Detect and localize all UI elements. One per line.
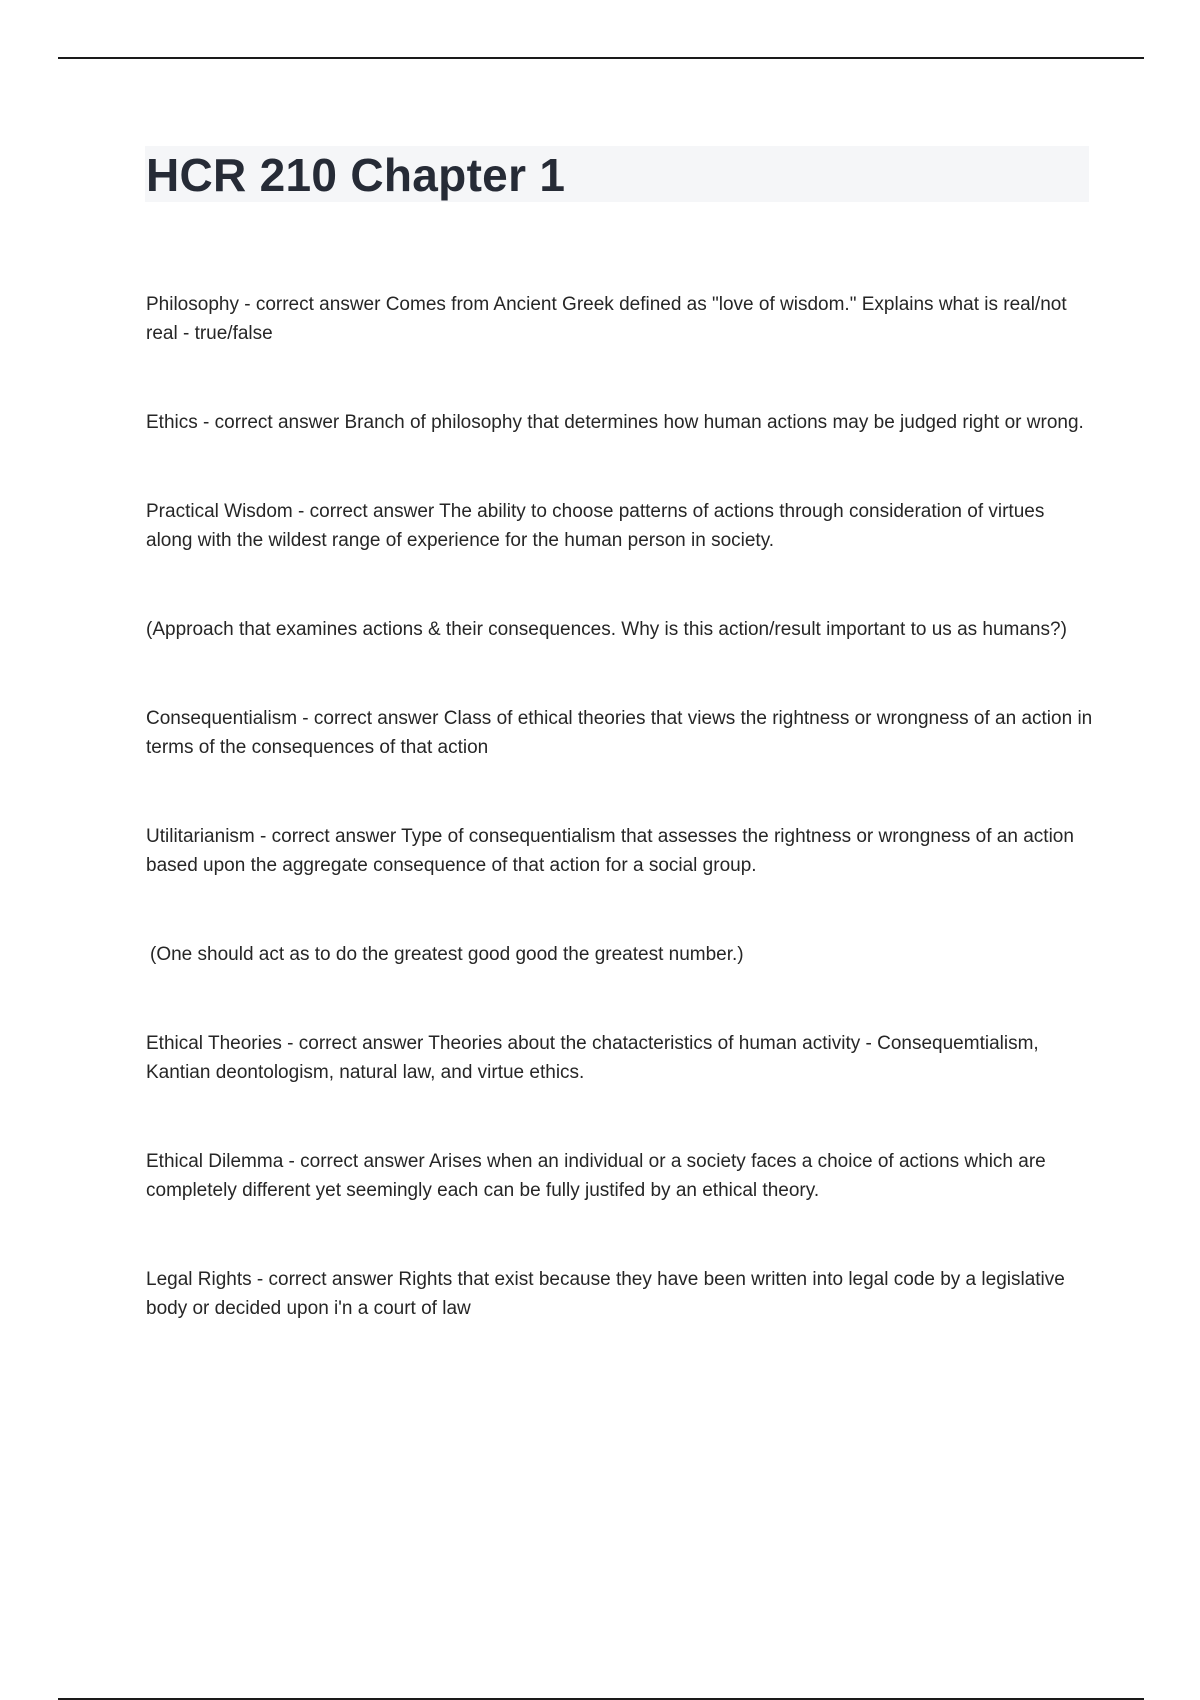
- entry-ethics: Ethics - correct answer Branch of philosophy that determines how human actions may be judged right or wrong.: [146, 412, 1084, 433]
- top-rule: [58, 57, 1144, 59]
- entry-approach-note: (Approach that examines actions & their consequences. Why is this action/result important to us as humans?): [146, 619, 1067, 640]
- entry-list: [146, 290, 1096, 1383]
- page-title: HCR 210 Chapter 1: [146, 149, 566, 201]
- entry-utilitarianism: Utilitarianism - correct answer Type of consequentialism that assesses the rightness or wrongness of an action based upon the aggregate consequence of that action for a social group.: [146, 826, 1074, 876]
- entry-practical-wisdom: Practical Wisdom - correct answer The ability to choose patterns of actions through consideration of virtues along with the wildest range of experience for the human person in society.: [146, 501, 1045, 551]
- entry-greatest-good-note: (One should act as to do the greatest good good the greatest number.): [150, 944, 744, 965]
- entry-ethical-dilemma: Ethical Dilemma - correct answer Arises when an individual or a society faces a choice of actions which are completely different yet seemingly each can be fully justifed by an ethical theory.: [146, 1151, 1046, 1201]
- entry-ethical-theories: Ethical Theories - correct answer Theories about the chatacteristics of human activity - Consequemtialism, Kantian deontologism, natural law, and virtue ethics.: [146, 1033, 1039, 1083]
- entry-philosophy: Philosophy - correct answer Comes from Ancient Greek defined as "love of wisdom." Explains what is real/not real - true/false: [146, 294, 1067, 344]
- entry-consequentialism: Consequentialism - correct answer Class of ethical theories that views the rightness or wrongness of an action in terms of the consequences of that action: [146, 708, 1093, 758]
- entry-legal-rights: Legal Rights - correct answer Rights that exist because they have been written into legal code by a legislative body or decided upon i'n a court of law: [146, 1269, 1065, 1319]
